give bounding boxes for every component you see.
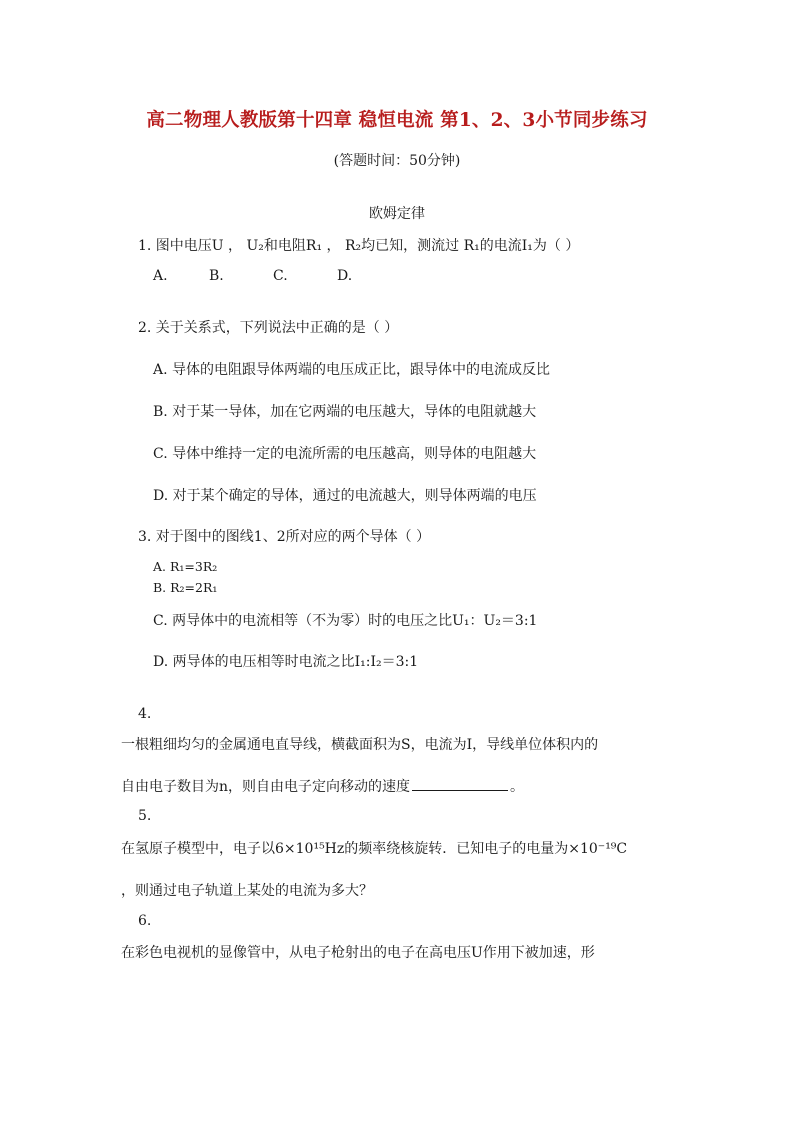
question-6-line-1: 在彩色电视机的显像管中，从电子枪射出的电子在高电压U作用下被加速，形 [121,945,595,961]
question-3-text: 3. 对于图中的图线1、2所对应的两个导体（ ） [138,529,431,545]
question-3-option-d: D. 两导体的电压相等时电流之比I₁:I₂＝3:1 [153,654,419,670]
question-1-option-c: C. [273,268,288,284]
question-3-option-b: B. R₂=2R₁ [153,580,218,595]
question-4-line-2-end: 。 [510,779,525,795]
question-1-option-d: D. [337,268,353,284]
question-2-text: 2. 关于关系式，下列说法中正确的是（ ） [138,320,399,336]
question-4-line-1: 一根粗细均匀的金属通电直导线，横截面积为S，电流为I，导线单位体积内的 [121,737,599,753]
question-6-number: 6. [138,913,152,929]
page-title: 高二物理人教版第十四章 稳恒电流 第1、2、3小节同步练习 [146,110,648,131]
question-5-line-1: 在氢原子模型中，电子以6×10¹⁵Hz的频率绕核旋转．已知电子的电量为×10⁻¹⁹C [121,841,628,857]
question-2-option-a: A. 导体的电阻跟导体两端的电压成正比，跟导体中的电流成反比 [153,362,551,378]
question-5-number: 5. [138,808,152,824]
question-3-option-a: A. R₁=3R₂ [153,559,218,574]
question-3-option-c: C. 两导体中的电流相等（不为零）时的电压之比U₁：U₂＝3:1 [153,613,538,629]
time-note: (答题时间：50分钟) [333,153,461,169]
question-2-option-d: D. 对于某个确定的导体，通过的电流越大，则导体两端的电压 [153,488,537,504]
question-1-text: 1. 图中电压U ， U₂和电阻R₁ ， R₂均已知，测流过 R₁的电流I₁为（ ） [138,238,580,254]
question-1-option-a: A. [153,268,168,284]
question-2-option-c: C. 导体中维持一定的电流所需的电压越高，则导体的电阻越大 [153,446,537,462]
answer-blank [412,776,508,791]
question-4-number: 4. [138,706,152,722]
question-5-line-2: ，则通过电子轨道上某处的电流为多大？ [121,883,373,899]
question-4-line-2-text: 自由电子数目为n，则自由电子定向移动的速度 [121,779,411,795]
question-4-line-2 [121,776,524,796]
question-2-option-b: B. 对于某一导体，加在它两端的电压越大，导体的电阻就越大 [153,404,537,420]
question-1-option-b: B. [209,268,224,284]
section-heading: 欧姆定律 [369,206,425,222]
